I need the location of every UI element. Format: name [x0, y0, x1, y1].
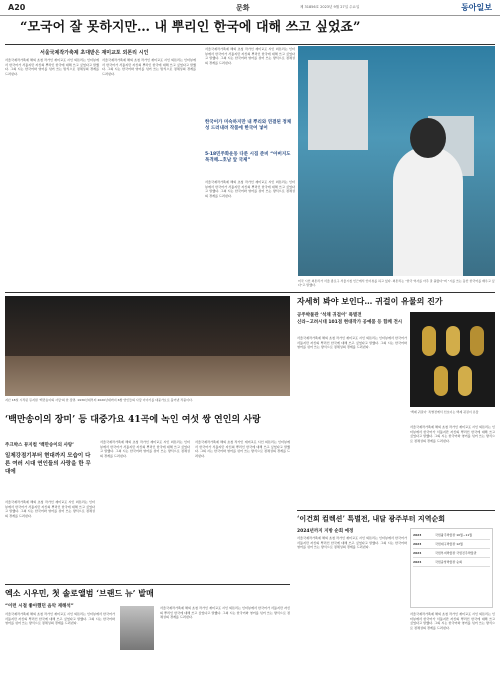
- xiumin-headline: 엑소 시우민, 첫 솔로앨범 ‘브랜드 뉴’ 발매: [5, 588, 154, 598]
- portrait-caption: 미국 시인 외톤리가 서울 종로구 서울시청 인근에서 인터뷰를 하고 있다. 외톤리는 “한국 역사를 아주 잘 몰랐다”며 “시를 쓰는 동안 한국어를 배우고 싶다”고 말했다.: [298, 279, 495, 288]
- earring-subhead: 공주박물관 ‘석채 귀걸이’ 특별전: [297, 313, 362, 318]
- musical-lede: 일제강점기부터 현대까지 모습이 다른 여러 시대 연인들의 사랑을 한 무대에: [5, 453, 91, 475]
- earring-item: [434, 366, 448, 396]
- earring-item: [458, 366, 472, 396]
- stage-light: [5, 356, 290, 396]
- schedule-box: [410, 528, 493, 608]
- xiumin-subhead: “이런 시절 좋아했던 음악 재해석”: [5, 604, 74, 609]
- earring-body-col-1: 서울국제작가축제 해외 초청 작가인 재미교포 시인 외톤리는 인터뷰에서 한국어가 서툴지만 자신의 뿌리인 한국에 대해 쓰고 싶었다고 말했다. 그의 시는 한국어와 영어를 섞어 쓰는 방식으로 정체성의 경계를 드러낸다.: [297, 336, 407, 350]
- top-body-col-1: 서울국제작가축제 해외 초청 작가인 재미교포 시인 외톤리는 인터뷰에서 한국어가 서툴지만 자신의 뿌리인 한국에 대해 쓰고 싶었다고 말했다. 그의 시는 한국어와 영어를 섞어 쓰는 방식으로 정체성의 경계를 드러낸다.: [5, 58, 99, 76]
- earring-caption: ‘백제 귀걸이’ 특별전에서 선보이는 백제 귀걸이 유물: [410, 410, 479, 414]
- top-body-col-3b: 서울국제작가축제 해외 초청 작가인 재미교포 시인 외톤리는 인터뷰에서 한국어가 서툴지만 자신의 뿌리인 한국에 대해 쓰고 싶었다고 말했다. 그의 시는 한국어와 영어를 섞어 쓰는 방식으로 정체성의 경계를 드러낸다.: [205, 180, 295, 198]
- earring-item: [422, 326, 436, 356]
- schedule-row: 2023 국립광주박물관 10월~11월: [413, 531, 490, 540]
- person-figure: [393, 146, 463, 276]
- person-head: [410, 118, 446, 158]
- musical-body-col-2: 서울국제작가축제 해외 초청 작가인 재미교포 시인 외톤리는 인터뷰에서 한국어가 서툴지만 자신의 뿌리인 한국에 대해 쓰고 싶었다고 말했다. 그의 시는 한국어와 영어를 섞어 쓰는 방식으로 정체성의 경계를 드러낸다.: [100, 440, 190, 458]
- musical-headline: ‘백만송이의 장미’ 등 대중가요 41곡에 녹인 여섯 쌍 연인의 사랑: [5, 415, 261, 425]
- top-headline: “모국어 잘 못하지만… 내 뿌리인 한국에 대해 쓰고 싶었죠”: [20, 20, 361, 35]
- divider: [5, 44, 495, 45]
- collection-subhead: 2024년까지 지방 순회 예정: [297, 529, 354, 534]
- musical-stage-photo: [5, 296, 290, 396]
- musical-caption: 지난 18일 시작된 뮤지컬 ‘백만송이의 사랑’의 한 장면. 1930년대부터 2020년대까지 6쌍 연인들의 사랑 이야기를 대중가요로 풀어낸 작품이다.: [5, 398, 193, 402]
- xiumin-body-col-2: 서울국제작가축제 해외 초청 작가인 재미교포 시인 외톤리는 인터뷰에서 한국어가 서툴지만 자신의 뿌리인 한국에 대해 쓰고 싶었다고 말했다. 그의 시는 한국어와 영어를 섞어 쓰는 방식으로 정체성의 경계를 드러낸다.: [160, 606, 290, 620]
- earrings-photo: [410, 312, 495, 407]
- collection-body-col-2: 서울국제작가축제 해외 초청 작가인 재미교포 시인 외톤리는 인터뷰에서 한국어가 서툴지만 자신의 뿌리인 한국에 대해 쓰고 싶었다고 말했다. 그의 시는 한국어와 영어를 섞어 쓰는 방식으로 정체성의 경계를 드러낸다.: [410, 612, 495, 630]
- top-subhead: 서울국제작가축제 초대받은 재미교포 외톤리 시인: [40, 50, 149, 56]
- divider: [5, 584, 290, 585]
- xiumin-body-col-1: 서울국제작가축제 해외 초청 작가인 재미교포 시인 외톤리는 인터뷰에서 한국어가 서툴지만 자신의 뿌리인 한국에 대해 쓰고 싶었다고 말했다. 그의 시는 한국어와 영어를 섞어 쓰는 방식으로 정체성의 경계를 드러낸다.: [5, 612, 115, 626]
- top-body-col-2: 서울국제작가축제 해외 초청 작가인 재미교포 시인 외톤리는 인터뷰에서 한국어가 서툴지만 자신의 뿌리인 한국에 대해 쓰고 싶었다고 말했다. 그의 시는 한국어와 영어를 섞어 쓰는 방식으로 정체성의 경계를 드러낸다.: [102, 58, 196, 76]
- earring-lede: 신라~고려시대 101점 현대작가 공예품 등 함께 전시: [297, 320, 403, 325]
- musical-subhead: 주크박스 뮤지컬 ‘백만송이의 사랑’: [5, 443, 74, 448]
- schedule-row: 2024 국립부여박물관 국립진주박물관: [413, 549, 490, 558]
- musical-body-col-3: 서울국제작가축제 해외 초청 작가인 재미교포 시인 외톤리는 인터뷰에서 한국어가 서툴지만 자신의 뿌리인 한국에 대해 쓰고 싶었다고 말했다. 그의 시는 한국어와 영어를 섞어 쓰는 방식으로 정체성의 경계를 드러낸다.: [195, 440, 290, 458]
- xiumin-photo: [120, 606, 154, 650]
- collection-body: 서울국제작가축제 해외 초청 작가인 재미교포 시인 외톤리는 인터뷰에서 한국어가 서툴지만 자신의 뿌리인 한국에 대해 쓰고 싶었다고 말했다. 그의 시는 한국어와 영어를 섞어 쓰는 방식으로 정체성의 경계를 드러낸다.: [297, 536, 407, 550]
- musical-body-col-1: 서울국제작가축제 해외 초청 작가인 재미교포 시인 외톤리는 인터뷰에서 한국어가 서툴지만 자신의 뿌리인 한국에 대해 쓰고 싶었다고 말했다. 그의 시는 한국어와 영어를 섞어 쓰는 방식으로 정체성의 경계를 드러낸다.: [5, 500, 95, 518]
- divider: [5, 292, 495, 293]
- page-header: [0, 0, 500, 16]
- pull-quote-2: 5·18민주화운동 다룬 시집 준비 “아버지도 목격해…호남 앞 국제”: [205, 152, 291, 163]
- pull-quote-1: 한국어가 미숙하지만 내 뿌리와 연결된 정체성 드러내려 작품에 한국어 넣어: [205, 120, 292, 131]
- earring-item: [446, 326, 460, 356]
- earring-headline: 자세히 봐야 보인다… 귀걸이 유물의 진가: [297, 296, 443, 306]
- divider: [297, 510, 495, 511]
- issue-info: 제 31856호 2023년 9월 27일 수요일: [300, 5, 360, 9]
- newspaper-logo: 동아일보: [461, 3, 492, 12]
- earring-body-col-2: 서울국제작가축제 해외 초청 작가인 재미교포 시인 외톤리는 인터뷰에서 한국어가 서툴지만 자신의 뿌리인 한국에 대해 쓰고 싶었다고 말했다. 그의 시는 한국어와 영어를 섞어 쓰는 방식으로 정체성의 경계를 드러낸다.: [410, 425, 495, 443]
- collection-headline: ‘이건희 컬렉션’ 특별전, 내달 광주부터 지역순회: [297, 514, 445, 523]
- top-body-col-3: 서울국제작가축제 해외 초청 작가인 재미교포 시인 외톤리는 인터뷰에서 한국어가 서툴지만 자신의 뿌리인 한국에 대해 쓰고 싶었다고 말했다. 그의 시는 한국어와 영어를 섞어 쓰는 방식으로 정체성의 경계를 드러낸다.: [205, 47, 295, 65]
- page-number: A20: [8, 3, 26, 12]
- section-name: 문화: [236, 4, 250, 12]
- photo-frame: [308, 60, 368, 150]
- schedule-row: 2023 국립대구박물관 12월: [413, 540, 490, 549]
- earring-item: [470, 326, 484, 356]
- portrait-photo: [298, 46, 495, 276]
- schedule-row: 2024 국립중앙박물관 순회: [413, 558, 490, 567]
